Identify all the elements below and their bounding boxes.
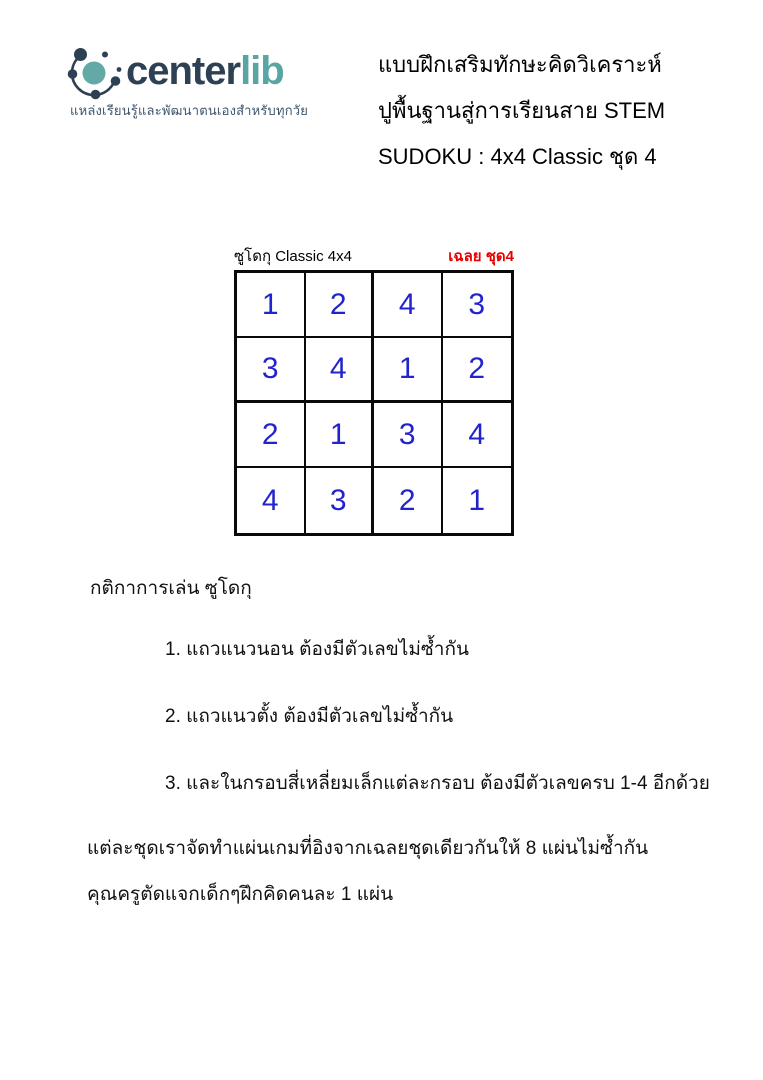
centerlib-orbit-icon [66, 42, 124, 100]
footer-note-1: แต่ละชุดเราจัดทำแผ่นเกมที่อิงจากเฉลยชุดเดียวกันให้ 8 แผ่นไม่ซ้ำกัน [87, 838, 649, 859]
sudoku-cell-r1c2: 2 [306, 273, 375, 338]
rule-item-1: 1. แถวแนวนอน ต้องมีตัวเลขไม่ซ้ำกัน [165, 639, 469, 660]
rule-item-3: 3. และในกรอบสี่เหลี่ยมเล็กแต่ละกรอบ ต้องมีตัวเลขครบ 1-4 อีกด้วย [165, 773, 710, 794]
answer-set-label: เฉลย ชุด4 [448, 248, 514, 265]
rule-item-2: 2. แถวแนวตั้ง ต้องมีตัวเลขไม่ซ้ำกัน [165, 706, 454, 727]
sudoku-cell-r3c3: 3 [374, 403, 443, 468]
title-line-3: SUDOKU : 4x4 Classic ชุด 4 [378, 144, 657, 169]
title-line-2: ปูพื้นฐานสู่การเรียนสาย STEM [378, 98, 666, 123]
sudoku-cell-r1c3: 4 [374, 273, 443, 338]
sudoku-cell-r2c2: 4 [306, 338, 375, 403]
logo-tagline: แหล่งเรียนรู้และพัฒนาตนเองสำหรับทุกวัย [70, 103, 309, 118]
title-line-1: แบบฝึกเสริมทักษะคิดวิเคราะห์ [378, 52, 662, 77]
sudoku-captions [234, 244, 514, 268]
sudoku-cell-r1c4: 3 [443, 273, 512, 338]
sudoku-cell-r4c3: 2 [374, 468, 443, 533]
sudoku-cell-r3c4: 4 [443, 403, 512, 468]
sudoku-cell-r3c2: 1 [306, 403, 375, 468]
sudoku-cell-r1c1: 1 [237, 273, 306, 338]
logo-text-center: center [126, 49, 241, 93]
sudoku-cell-r2c4: 2 [443, 338, 512, 403]
sudoku-caption: ซูโดกุ Classic 4x4 [234, 248, 352, 265]
rules-heading: กติกาการเล่น ซูโดกุ [90, 578, 252, 599]
sudoku-cell-r4c1: 4 [237, 468, 306, 533]
sudoku-cell-r4c2: 3 [306, 468, 375, 533]
sudoku-cell-r4c4: 1 [468, 483, 486, 517]
sudoku-grid [234, 270, 514, 536]
worksheet-title-block [378, 48, 665, 186]
sudoku-cell-r2c1: 3 [237, 338, 306, 403]
logo-text-lib: lib [240, 49, 284, 93]
sudoku-cell-r2c3: 1 [374, 338, 443, 403]
centerlib-logo [66, 42, 326, 122]
sudoku-cell-r3c1: 2 [237, 403, 306, 468]
footer-note-2: คุณครูตัดแจกเด็กๆฝึกคิดคนละ 1 แผ่น [87, 884, 394, 905]
logo-wordmark [126, 42, 284, 100]
